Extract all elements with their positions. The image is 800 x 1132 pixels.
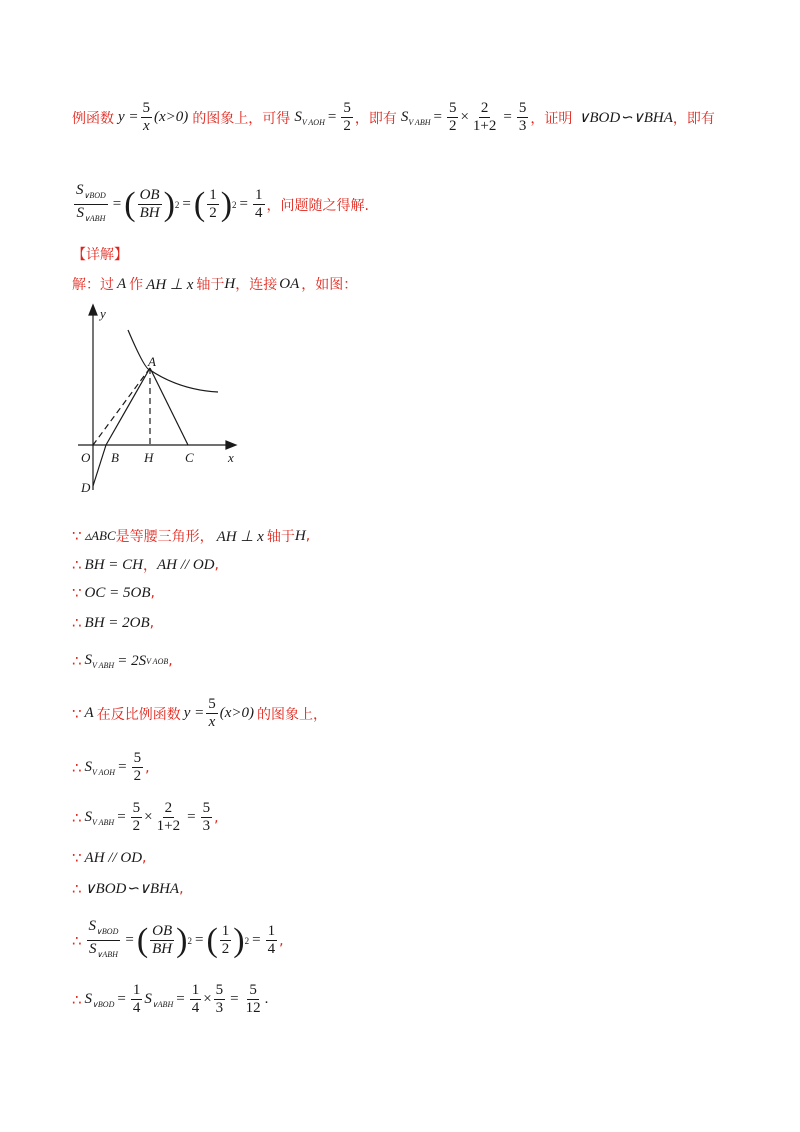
step-7: ∴ $S_{V AOH}$ = $\frac{5}{2}$ ,	[72, 750, 150, 784]
text: ，即有	[672, 110, 715, 127]
label-H: H	[144, 450, 154, 465]
segment-AC	[150, 368, 188, 445]
fraction: $\frac{OB}{BH}$	[139, 187, 160, 221]
area-ratio: $\frac{S_{\vee BOD}}{S_{\vee ABH}}$	[76, 182, 106, 223]
step-4: ∴ BH = 2OB ,	[72, 614, 155, 632]
y-axis-arrow	[89, 305, 97, 315]
segment-AB	[106, 368, 150, 445]
domain-condition: (x>0)	[154, 109, 189, 125]
section-heading: 【详解】	[72, 247, 128, 263]
step-2: ∴ BH = CH ， AH // OD ,	[72, 556, 219, 574]
intro-line-1: 例函数 y = $\frac{5}{x}$ (x>0) 的图象上，可得 $S_{V AOH}$ = $\frac{5}{2}$ ，即有 $S_{V ABH}$ = $\frac{5}{2}$ × $\frac{2}{1+2}$ = $\frac{5}{3}$ ，证明 ∨BOD∽∨BHA ，即有	[72, 100, 715, 134]
fraction: $\frac{1}{4}$	[255, 187, 263, 221]
step-3: ∵ OC = 5OB ,	[72, 584, 155, 602]
fraction: $\frac{5}{3}$	[518, 100, 527, 134]
x-axis-arrow	[226, 441, 236, 449]
intro-line-2: $\frac{S_{\vee BOD}}{S_{\vee ABH}}$ = ( $\frac{OB}{BH}$ ) 2 = ( $\frac{1}{2}$ ) 2 = $\frac{1}{4}$ ，问题随之得解.	[72, 182, 369, 227]
step-5: ∴ $S_{V ABH}$ = 2S V AOB ,	[72, 652, 173, 670]
step-12: ∴ $S_{\vee BOD}$ = $\frac{1}{4}$ $S_{\vee ABH}$ = $\frac{1}{4}$ × $\frac{5}{3}$ = $\frac{5}{12}$ .	[72, 982, 269, 1016]
fraction: $\frac{5}{2}$	[448, 100, 457, 134]
fraction: $\frac{5}{2}$	[343, 100, 351, 134]
step-11: ∴ $\frac{S_{\vee BOD}}{S_{\vee ABH}}$ = ( $\frac{OB}{BH}$ ) 2 = ( $\frac{1}{2}$ ) 2 = $\frac{1}{4}$ ,	[72, 918, 284, 959]
step-6: ∵ A 在反比例函数 y = $\frac{5}{x}$ (x>0) 的图象上，	[72, 696, 328, 730]
label-C: C	[185, 450, 194, 465]
solution-intro: 解：过 A 作 AH ⊥ x 轴于 H ，连接 OA ，如图：	[72, 275, 358, 293]
area-symbol: $S_{V AOH}$	[294, 108, 325, 127]
label-y: y	[100, 306, 106, 321]
text: 例函数	[72, 110, 114, 127]
text: ，证明	[530, 110, 573, 127]
fraction: $\frac{1}{2}$	[209, 187, 217, 221]
step-10: ∴ ∨BOD∽∨BHA ,	[72, 879, 184, 898]
step-1: ∵ ▵ABC 是等腰三角形， AH ⊥ x 轴于 H ,	[72, 527, 311, 545]
step-9: ∵ AH // OD ,	[72, 849, 147, 867]
fraction: $\frac{2}{1+2}$	[472, 100, 497, 134]
text: 的图象上，可得	[192, 110, 291, 127]
step-8: ∴ $S_{V ABH}$ = $\frac{5}{2}$ × $\frac{2}{1+2}$ = $\frac{5}{3}$ ,	[72, 800, 219, 834]
label-B: B	[111, 450, 119, 465]
label-D: D	[81, 480, 91, 495]
label-A: A	[148, 354, 156, 369]
fraction: $\frac{5}{x}$	[142, 100, 151, 134]
segment-AO-dashed	[93, 368, 150, 445]
function-lhs: y =	[118, 109, 139, 125]
similarity-statement: ∨BOD∽∨BHA	[578, 110, 673, 126]
area-symbol: $S_{V ABH}$	[400, 108, 431, 127]
segment-BD	[93, 445, 106, 486]
label-O: O	[81, 450, 91, 465]
text: ，即有	[354, 110, 397, 127]
coordinate-figure	[70, 300, 250, 500]
label-x: x	[228, 450, 234, 465]
text: ，问题随之得解.	[266, 197, 369, 214]
